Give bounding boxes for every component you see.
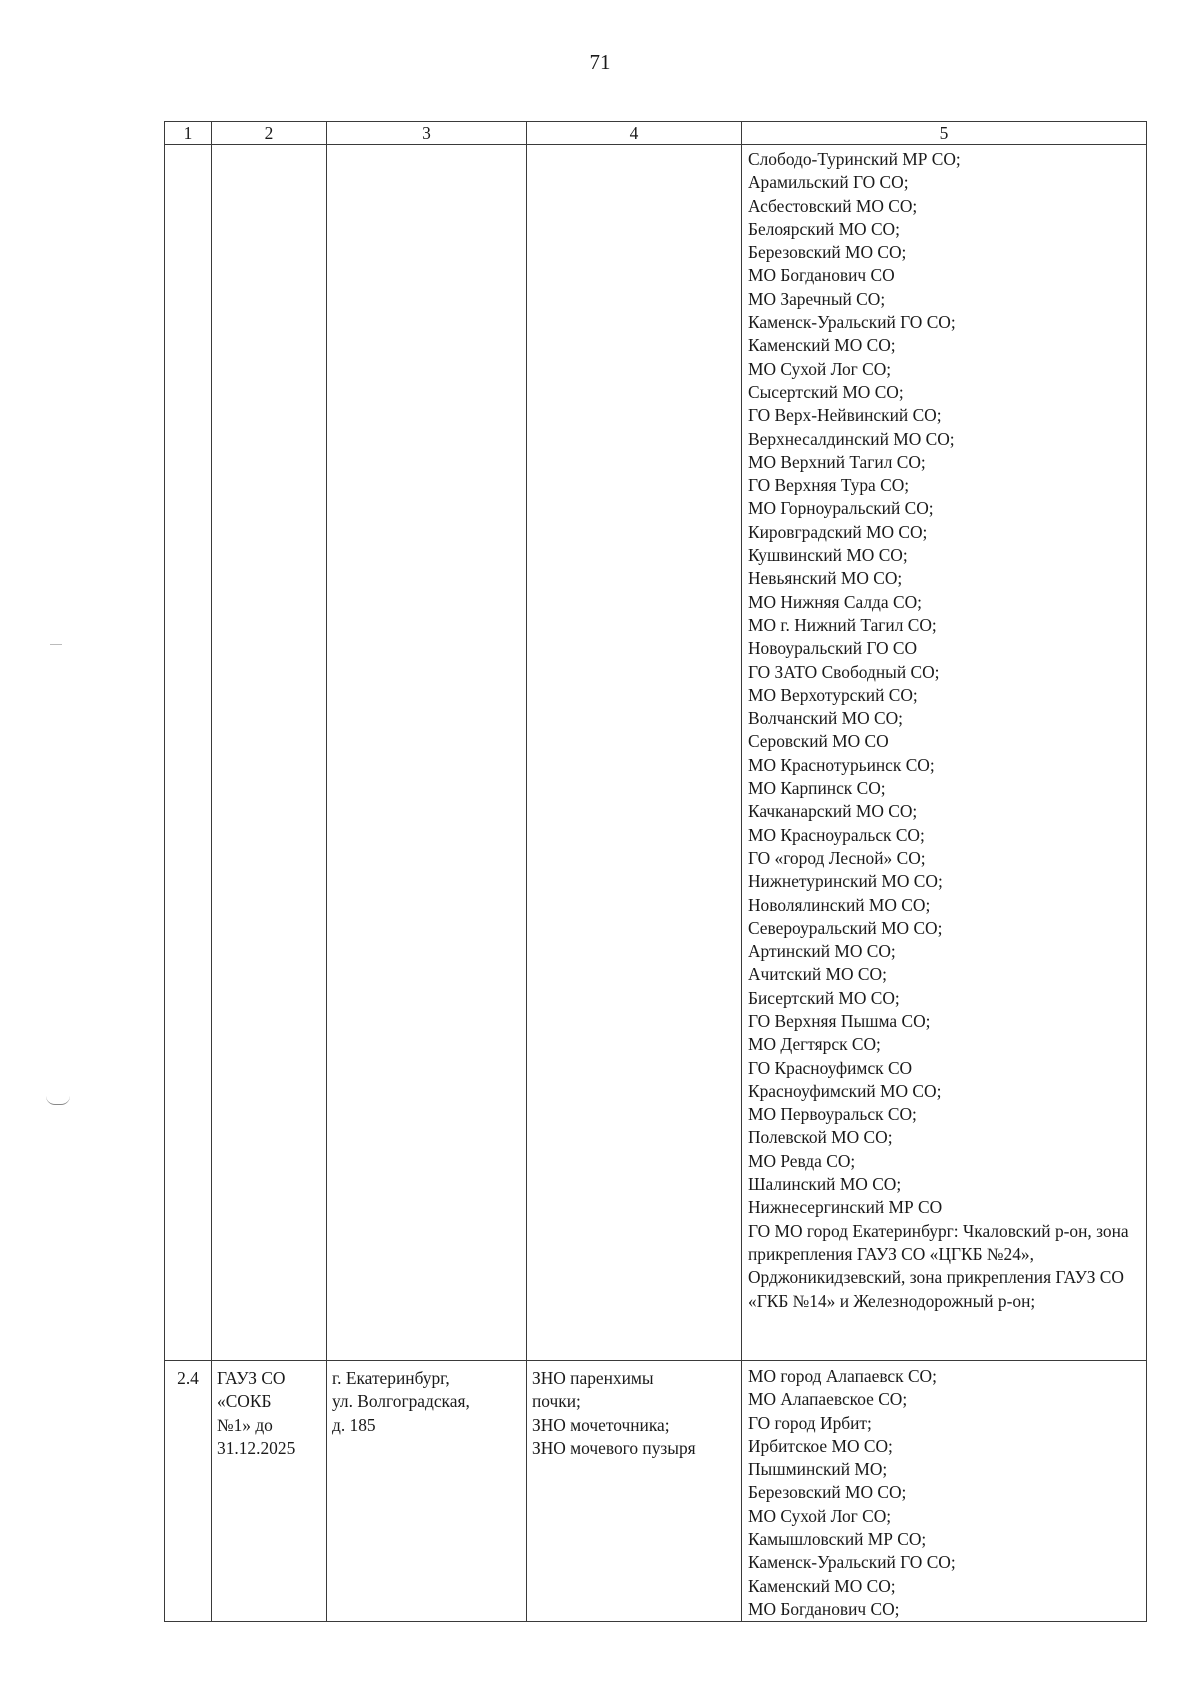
address-line: ул. Волгоградская, <box>332 1391 470 1412</box>
list-item: Нижнетуринский МО СО; <box>748 871 943 892</box>
list-item: Березовский МО СО; <box>748 242 907 263</box>
diagnosis-line: ЗНО мочевого пузыря <box>532 1437 696 1458</box>
address-cell <box>327 1361 527 1622</box>
continued-cell-1 <box>165 145 212 1361</box>
address-line: г. Екатеринбург, <box>332 1368 450 1388</box>
list-item: Арамильский ГО СО; <box>748 172 909 193</box>
list-item: ГО ЗАТО Свободный СО; <box>748 661 940 682</box>
continued-cell-2 <box>212 145 327 1361</box>
municipality-list <box>742 1361 1147 1622</box>
list-item: Белоярский МО СО; <box>748 218 900 239</box>
header-col-4: 4 <box>527 122 742 145</box>
list-item: Сысертский МО СО; <box>748 381 904 402</box>
list-item: МО Красноуральск СО; <box>748 824 925 845</box>
scan-artifact <box>50 644 62 645</box>
document-table <box>164 121 1147 1622</box>
list-item: Слободо-Туринский МР СО; <box>748 149 961 169</box>
list-item: МО город Алапаевск СО; <box>748 1366 937 1386</box>
table-header-row <box>165 122 1147 145</box>
list-item: МО г. Нижний Тагил СО; <box>748 614 937 635</box>
list-item: Волчанский МО СО; <box>748 708 904 729</box>
organization-line: «СОКБ <box>217 1391 272 1412</box>
address-line: д. 185 <box>332 1414 376 1435</box>
list-item: МО Первоуральск СО; <box>748 1104 917 1125</box>
list-item: Красноуфимский МО СО; <box>748 1080 942 1101</box>
organization-cell <box>212 1361 327 1622</box>
list-item: Бисертский МО СО; <box>748 987 900 1008</box>
row-number: 2.4 <box>165 1361 212 1622</box>
list-item: Полевской МО СО; <box>748 1127 893 1148</box>
list-item: ГО Верх-Нейвинский СО; <box>748 405 942 426</box>
list-item: ГО Верхняя Пышма СО; <box>748 1010 931 1031</box>
list-item: Ачитский МО СО; <box>748 964 887 985</box>
header-col-2: 2 <box>212 122 327 145</box>
list-item: Невьянский МО СО; <box>748 568 903 589</box>
list-item: Артинский МО СО; <box>748 941 896 962</box>
list-item: МО Горноуральский СО; <box>748 498 934 519</box>
list-item: ГО Красноуфимск СО <box>748 1057 913 1078</box>
list-item: Каменский МО СО; <box>748 335 896 356</box>
list-item: Каменский МО СО; <box>748 1575 896 1596</box>
continued-cell-3 <box>327 145 527 1361</box>
list-item: Верхнесалдинский МО СО; <box>748 428 955 449</box>
list-item: ГО Верхняя Тура СО; <box>748 475 910 496</box>
list-item: Камышловский МР СО; <box>748 1529 927 1550</box>
header-col-3: 3 <box>327 122 527 145</box>
list-item: МО Нижняя Салда СО; <box>748 591 922 612</box>
list-item: МО Богданович СО <box>748 265 895 286</box>
list-item: МО Заречный СО; <box>748 288 886 309</box>
list-item: МО Сухой Лог СО; <box>748 1505 892 1526</box>
organization-line: ГАУЗ СО <box>217 1368 286 1388</box>
list-item: Качканарский МО СО; <box>748 801 918 822</box>
list-item: Шалинский МО СО; <box>748 1174 902 1195</box>
diagnosis-line: почки; <box>532 1391 581 1412</box>
list-item: МО Богданович СО; <box>748 1598 900 1619</box>
list-item: Новолялинский МО СО; <box>748 894 931 915</box>
diagnosis-cell <box>527 1361 742 1622</box>
list-item: Березовский МО СО; <box>748 1482 907 1503</box>
diagnosis-line: ЗНО паренхимы <box>532 1368 654 1388</box>
organization-line: 31.12.2025 <box>217 1437 296 1458</box>
diagnosis-line: ЗНО мочеточника; <box>532 1414 670 1435</box>
list-item: Нижнесергинский МР СО <box>748 1197 943 1218</box>
municipality-list <box>742 145 1147 1361</box>
list-item: Каменск-Уральский ГО СО; <box>748 1552 956 1573</box>
list-item: МО Ревда СО; <box>748 1150 856 1171</box>
list-item: МО Верхотурский СО; <box>748 684 918 705</box>
continued-cell-4 <box>527 145 742 1361</box>
list-item: МО Краснотурьинск СО; <box>748 754 935 775</box>
list-item: Серовский МО СО <box>748 731 889 752</box>
list-item: ГО «город Лесной» СО; <box>748 847 926 868</box>
header-col-5: 5 <box>742 122 1147 145</box>
list-item: МО Алапаевское СО; <box>748 1389 908 1410</box>
list-item: МО Дегтярск СО; <box>748 1034 881 1055</box>
list-item: Асбестовский МО СО; <box>748 195 918 216</box>
table-row <box>165 145 1147 1361</box>
list-item: ГО МО город Екатеринбург: Чкаловский р-он, зона прикрепления ГАУЗ СО «ЦГКБ №24», Орджоникидзевский, зона прикрепления ГАУЗ СО «ГКБ №14» и Железнодорожный р-он; <box>748 1220 1129 1311</box>
list-item: МО Верхний Тагил СО; <box>748 451 926 472</box>
list-item: Североуральский МО СО; <box>748 917 943 938</box>
list-item: МО Карпинск СО; <box>748 778 886 799</box>
organization-line: №1» до <box>217 1414 273 1435</box>
page-number: 71 <box>589 50 611 74</box>
table-row <box>165 1361 1147 1622</box>
list-item: Новоуральский ГО СО <box>748 638 918 659</box>
list-item: МО Сухой Лог СО; <box>748 358 892 379</box>
list-item: Ирбитское МО СО; <box>748 1435 893 1456</box>
list-item: Кировградский МО СО; <box>748 521 928 542</box>
scan-artifact <box>46 1096 70 1105</box>
list-item: ГО город Ирбит; <box>748 1412 872 1433</box>
list-item: Кушвинский МО СО; <box>748 545 908 566</box>
list-item: Пышминский МО; <box>748 1459 888 1480</box>
list-item: Каменск-Уральский ГО СО; <box>748 312 956 333</box>
header-col-1: 1 <box>165 122 212 145</box>
